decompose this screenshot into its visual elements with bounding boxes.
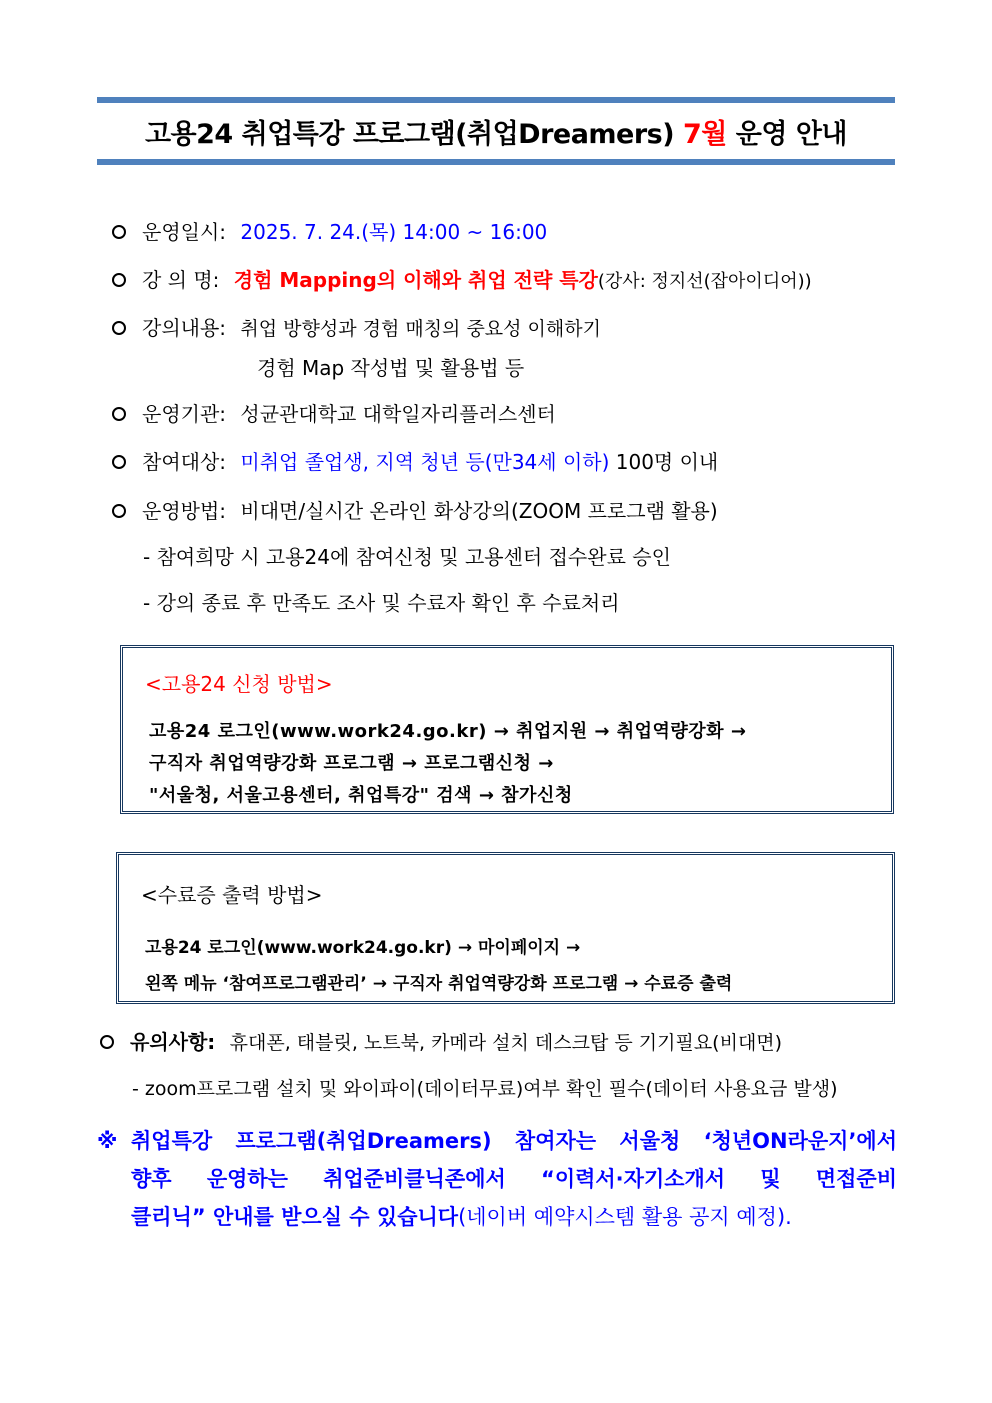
organizer-row xyxy=(112,400,556,428)
method-value: 비대면/실시간 온라인 화상강의(ZOOM 프로그램 활용) xyxy=(240,499,718,523)
bullet-icon xyxy=(112,225,126,239)
apply-method-box xyxy=(120,645,894,814)
cert-box-line-1: 고용24 로그인(www.work24.go.kr) → 마이페이지 → xyxy=(145,938,581,958)
content-row xyxy=(112,314,601,343)
cert-box-line-2: 왼쪽 메뉴 ‘참여프로그램관리’ → 구직자 취업역량강화 프로그램 → 수료증 출력 xyxy=(145,974,733,994)
notice-mark: ※ xyxy=(97,1129,118,1153)
notice-line-1: 취업특강 프로그램(취업Dreamers) 참여자는 서울청 ‘청년ON라운지’에서 xyxy=(131,1129,897,1153)
method-row xyxy=(112,497,718,525)
lecture-label: 강 의 명: xyxy=(142,268,220,292)
caution-row xyxy=(100,1028,782,1057)
target-capacity: 100명 이내 xyxy=(609,450,719,474)
bullet-icon xyxy=(112,273,126,287)
bullet-icon xyxy=(112,455,126,469)
caution-label: 유의사항: xyxy=(130,1030,216,1054)
notice-line-3-bold: 클리닉” 안내를 받으실 수 있습니다 xyxy=(131,1205,459,1229)
caution-sub: - zoom프로그램 설치 및 와이파이(데이터무료)여부 확인 필수(데이터 사용요금 발생) xyxy=(132,1078,838,1100)
target-label: 참여대상: xyxy=(142,450,227,474)
apply-box-line-2: 구직자 취업역량강화 프로그램 → 프로그램신청 → xyxy=(149,753,554,774)
notice-line-2: 향후 운영하는 취업준비클닉존에서 “이력서·자기소개서 및 면접준비 xyxy=(131,1167,897,1191)
bullet-icon xyxy=(112,407,126,421)
notice-line-3-normal: (네이버 예약시스템 활용 공지 예정). xyxy=(458,1205,792,1229)
title-suffix: 운영 안내 xyxy=(726,118,848,150)
content-line-2: 경험 Map 작성법 및 활용법 등 xyxy=(257,356,525,380)
schedule-row xyxy=(112,218,547,246)
bullet-icon xyxy=(100,1035,114,1049)
notice-block xyxy=(97,1122,897,1236)
content-line-1: 취업 방향성과 경험 매칭의 중요성 이해하기 xyxy=(240,318,601,340)
caution-value: 휴대폰, 태블릿, 노트북, 카메라 설치 데스크탑 등 기기필요(비대면) xyxy=(229,1032,783,1054)
target-value: 미취업 졸업생, 지역 청년 등(만34세 이하) xyxy=(240,450,610,474)
organizer-label: 운영기관: xyxy=(142,402,227,426)
lecture-row xyxy=(112,266,812,296)
page-title xyxy=(145,112,847,151)
bullet-icon xyxy=(112,321,126,335)
bullet-icon xyxy=(112,504,126,518)
title-prefix: 고용24 취업특강 프로그램(취업Dreamers) xyxy=(144,118,683,150)
apply-box-line-1: 고용24 로그인(www.work24.go.kr) → 취업지원 → 취업역량강화 → xyxy=(149,721,747,742)
notice-line-3 xyxy=(131,1198,897,1236)
organizer-value: 성균관대학교 대학일자리플러스센터 xyxy=(240,402,556,426)
lecture-instructor: (강사: 정지선(잡아이디어)) xyxy=(597,271,812,292)
title-banner xyxy=(97,97,895,165)
target-row xyxy=(112,448,718,476)
method-sub-1: - 참여희망 시 고용24에 참여신청 및 고용센터 접수완료 승인 xyxy=(143,545,671,569)
title-month: 7월 xyxy=(683,118,727,150)
certificate-method-box xyxy=(116,852,895,1004)
method-sub-2: - 강의 종료 후 만족도 조사 및 수료자 확인 후 수료처리 xyxy=(143,591,620,615)
content-label: 강의내용: xyxy=(142,316,227,340)
method-label: 운영방법: xyxy=(142,499,227,523)
apply-box-heading: <고용24 신청 방법> xyxy=(145,672,333,696)
lecture-title: 경험 Mapping의 이해와 취업 전략 특강 xyxy=(233,268,598,292)
apply-box-line-3: "서울청, 서울고용센터, 취업특강" 검색 → 참가신청 xyxy=(149,785,573,806)
cert-box-heading: <수료증 출력 방법> xyxy=(141,883,323,907)
schedule-label: 운영일시: xyxy=(142,220,227,244)
schedule-value: 2025. 7. 24.(목) 14:00 ~ 16:00 xyxy=(240,220,548,244)
